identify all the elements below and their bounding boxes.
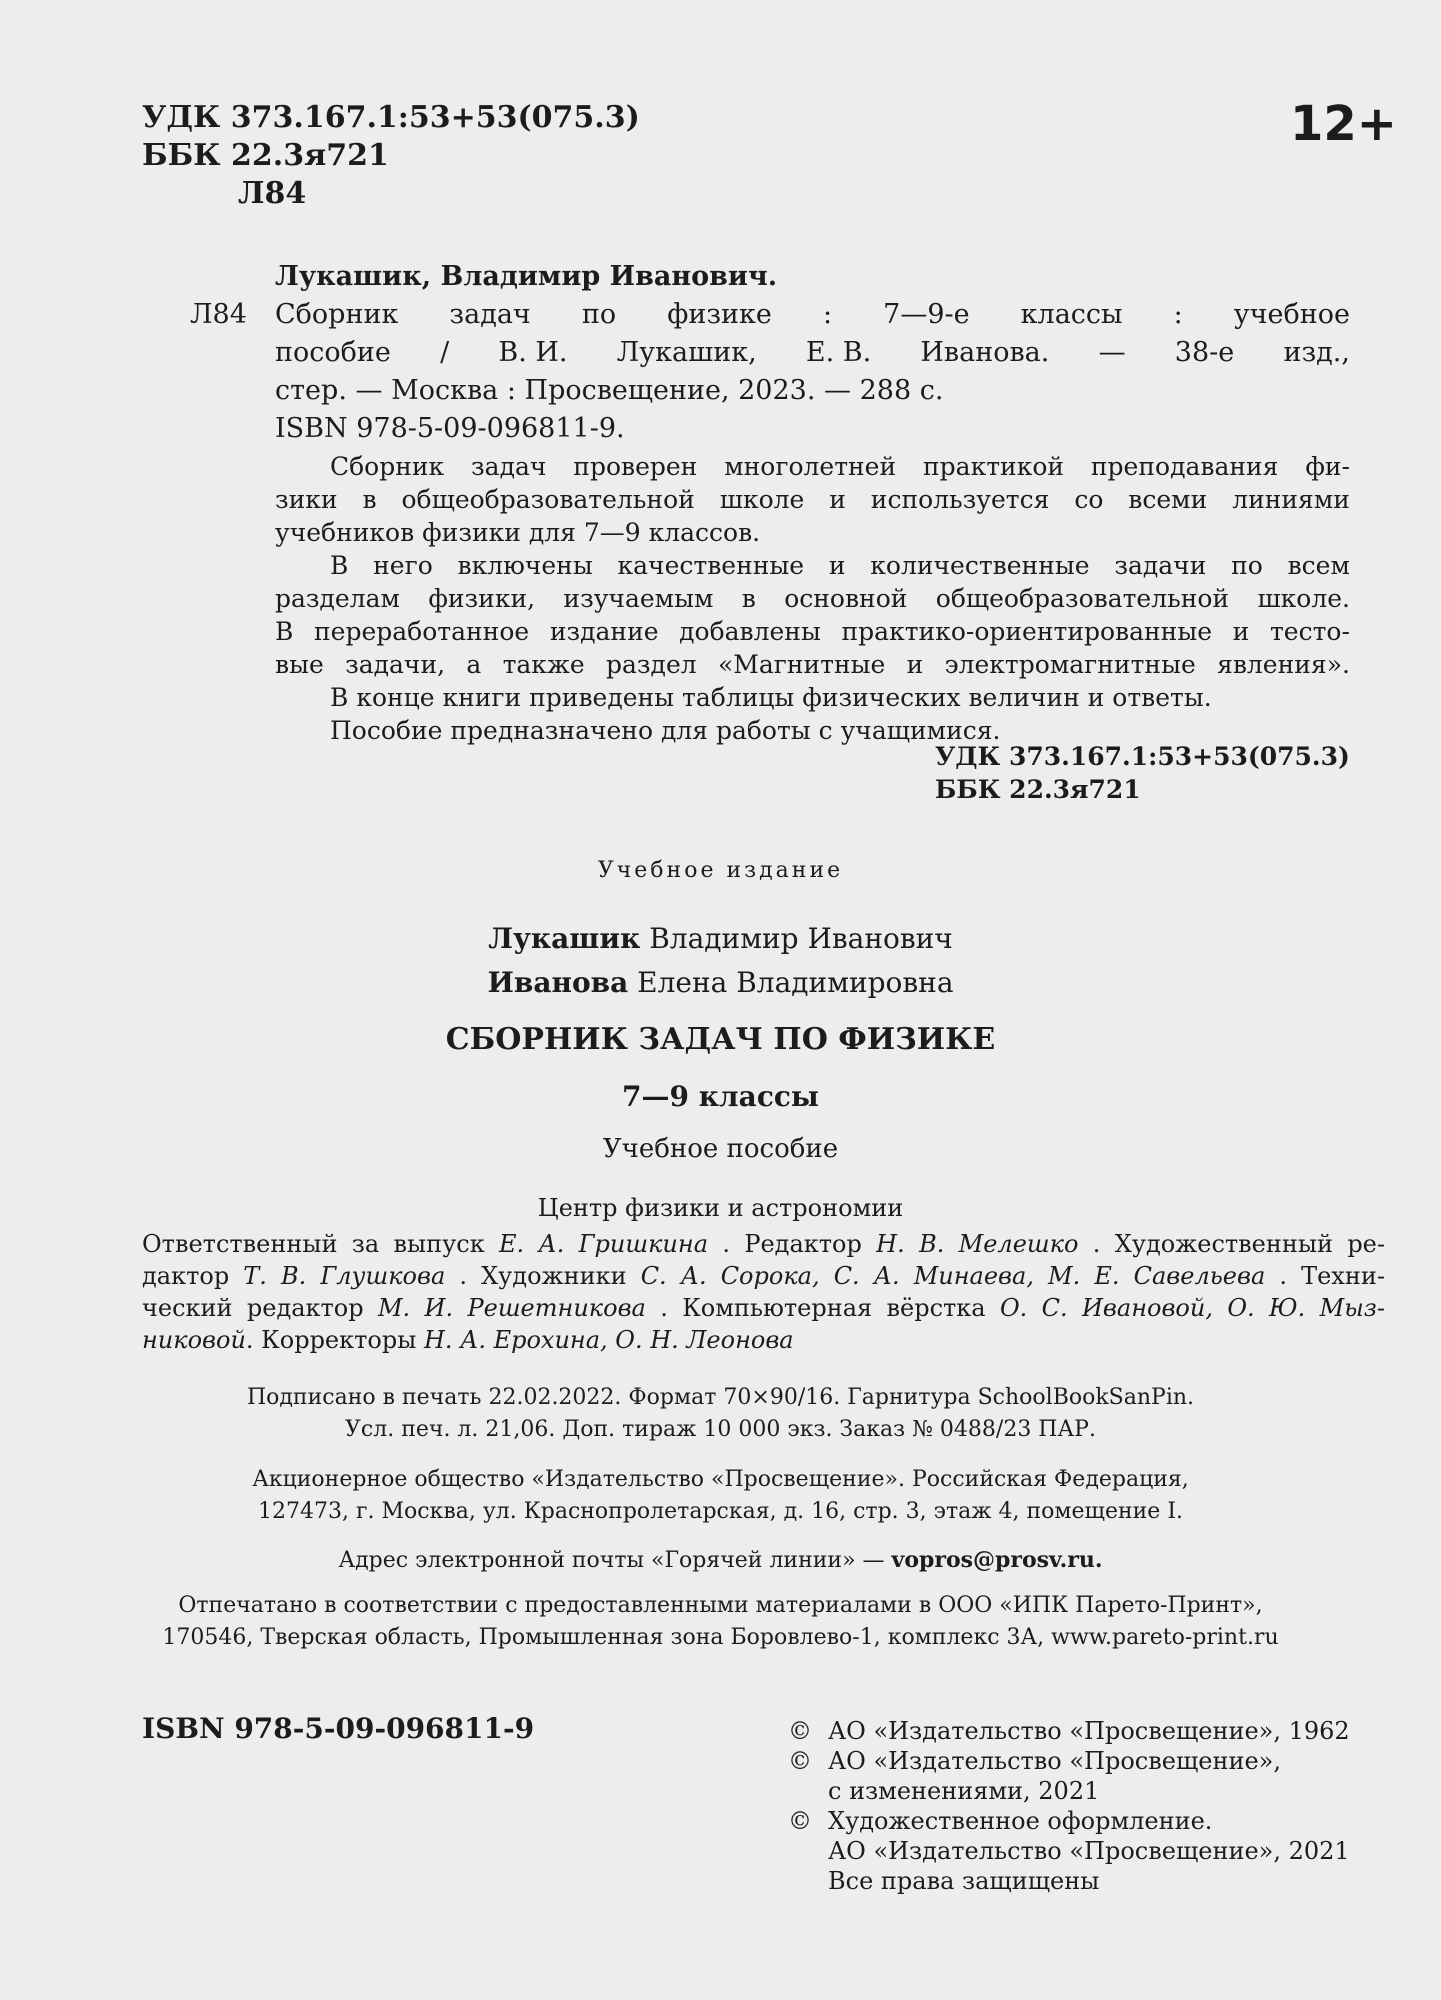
- credit-word: Техни-: [1301, 1262, 1385, 1290]
- hotline-email: [0, 1544, 1441, 1577]
- credit-word: дактор: [142, 1262, 230, 1290]
- annotation-line: [275, 450, 1350, 483]
- word: физики,: [428, 584, 536, 613]
- word: изд.,: [1283, 337, 1350, 368]
- annotation-line: В конце книги приведены таблицы физических величин и ответы.: [330, 683, 1212, 712]
- credit-word: Сорока,: [720, 1262, 820, 1290]
- credit-word: вёрстка: [886, 1294, 986, 1322]
- word: в: [741, 584, 756, 613]
- credit-word: И.: [424, 1294, 454, 1322]
- credit-word: Минаева,: [913, 1262, 1034, 1290]
- credit-word: Ю.: [1269, 1294, 1306, 1322]
- card-line-3: стер. — Москва : Просвещение, 2023. — 288 с.: [275, 375, 944, 406]
- word: вые: [275, 650, 324, 679]
- word: В. И.: [498, 337, 568, 368]
- word: качественные: [617, 551, 805, 580]
- copyright-1: © АО «Издательство «Просвещение», 1962: [788, 1717, 1350, 1745]
- word: В: [330, 551, 349, 580]
- credit-word: С.: [833, 1262, 860, 1290]
- credit-word: Н.: [876, 1230, 905, 1258]
- copyright-symbol: ©: [788, 1717, 812, 1745]
- hotline-email-label: Адрес электронной почты «Горячей линии» —: [338, 1548, 892, 1573]
- credit-word: Мелешко: [958, 1230, 1079, 1258]
- annotation: [275, 450, 1350, 747]
- footer-isbn: ISBN 978-5-09-096811-9: [142, 1712, 535, 1745]
- credit-word: редактор: [246, 1294, 364, 1322]
- credit-word: Т.: [243, 1262, 267, 1290]
- annotation-udk: УДК 373.167.1:53+53(075.3): [935, 742, 1350, 771]
- word: многолетней: [724, 452, 897, 481]
- word: и: [1232, 617, 1250, 646]
- copyright-3: © Художественное оформление.: [788, 1807, 1213, 1835]
- annotation-line: учебников физики для 7—9 классов.: [275, 518, 761, 547]
- word: изучаемым: [563, 584, 714, 613]
- card-line-1: [275, 296, 1350, 334]
- credit-word: М.: [377, 1294, 411, 1322]
- word: тесто-: [1269, 617, 1350, 646]
- age-rating: 12+: [1290, 96, 1398, 152]
- publishing-center: Центр физики и астрономии: [537, 1194, 904, 1222]
- word: явления».: [1217, 650, 1350, 679]
- word: и: [829, 485, 846, 514]
- author-2-name: Елена Владимировна: [628, 966, 954, 999]
- word: добавлены: [679, 617, 821, 646]
- word: Сборник: [330, 452, 445, 481]
- credit-word: .: [722, 1230, 730, 1258]
- copyright-3-rights: Все права защищены: [828, 1867, 1100, 1895]
- credits: [142, 1228, 1385, 1356]
- annotation-line: [275, 582, 1350, 615]
- bbk-code: ББК 22.3я721: [142, 138, 389, 173]
- credit-word: В.: [281, 1262, 307, 1290]
- word: :: [1173, 299, 1183, 330]
- credits-line: [142, 1228, 1385, 1260]
- word: используется: [870, 485, 1050, 514]
- word: количественные: [870, 551, 1090, 580]
- word: электромагнитные: [944, 650, 1196, 679]
- credits-line: [142, 1324, 1385, 1356]
- credit-word: С.: [1041, 1294, 1068, 1322]
- publisher-name: Акционерное общество «Издательство «Просвещение». Российская Федерация,: [252, 1467, 1189, 1492]
- author-1: [0, 922, 1441, 955]
- credit-word: С.: [640, 1262, 667, 1290]
- credit-word: О.: [1227, 1294, 1255, 1322]
- annotation-line: Пособие предназначено для работы с учащимися.: [330, 716, 1001, 745]
- credit-word: .: [1279, 1262, 1287, 1290]
- word: издание: [549, 617, 659, 646]
- book-title: СБОРНИК ЗАДАЧ ПО ФИЗИКЕ: [445, 1022, 996, 1057]
- credit-word: А.: [680, 1262, 707, 1290]
- word: фи-: [1305, 452, 1350, 481]
- credit-word: Глушкова: [320, 1262, 446, 1290]
- credit-word: Гришкина: [578, 1230, 709, 1258]
- word: В: [275, 617, 294, 646]
- annotation-line: [275, 615, 1350, 648]
- card-author-mark: Л84: [190, 299, 247, 330]
- word: 7—9-е: [883, 299, 970, 330]
- word: Сборник: [275, 299, 399, 330]
- credits-line: [142, 1292, 1385, 1324]
- credit-word: Художники: [481, 1262, 627, 1290]
- credit-word: Е.: [1094, 1262, 1120, 1290]
- card-author: Лукашик, Владимир Иванович.: [275, 261, 778, 292]
- word: проверен: [573, 452, 698, 481]
- credit-word: .: [660, 1294, 668, 1322]
- word: также: [502, 650, 585, 679]
- credit-word: А.: [873, 1262, 900, 1290]
- author-mark: Л84: [238, 176, 307, 211]
- credit-segment: . Корректоры: [245, 1326, 424, 1354]
- word: зики: [275, 485, 338, 514]
- annotation-bbk: ББК 22.3я721: [935, 775, 1141, 804]
- credit-word: Художественный: [1114, 1230, 1333, 1258]
- signed-to-print: Подписано в печать 22.02.2022. Формат 70×90/16. Гарнитура SchoolBookSanPin.: [246, 1385, 1195, 1410]
- credits-line: [142, 1260, 1385, 1292]
- card-description: [275, 296, 1350, 448]
- copyright-symbol: ©: [788, 1807, 812, 1835]
- printer-address: 170546, Тверская область, Промышленная зона Боровлево-1, комплекс 3А, www.pareto-print.ru: [162, 1625, 1279, 1650]
- word: физике: [667, 299, 772, 330]
- credit-word: Ответственный: [142, 1230, 338, 1258]
- word: раздел: [606, 650, 697, 679]
- credit-word: .: [1092, 1230, 1101, 1258]
- author-2-surname: Иванова: [487, 966, 629, 999]
- word: классы: [1020, 299, 1123, 330]
- card-line-2: [275, 334, 1350, 372]
- word: общеобразовательной: [935, 584, 1230, 613]
- word: и: [906, 650, 924, 679]
- word: преподавания: [1090, 452, 1279, 481]
- annotation-line: [275, 648, 1350, 681]
- credit-segment: Н. А. Ерохина, О. Н. Леонова: [423, 1326, 794, 1354]
- word: Лукашик,: [616, 337, 757, 368]
- copyright-2-cont: с изменениями, 2021: [828, 1777, 1100, 1805]
- word: /: [440, 337, 450, 368]
- credit-word: Е.: [499, 1230, 525, 1258]
- word: общеобразовательной: [401, 485, 695, 514]
- word: учебное: [1233, 299, 1350, 330]
- word: практикой: [923, 452, 1065, 481]
- credit-word: Решетникова: [467, 1294, 646, 1322]
- book-type: Учебное пособие: [602, 1134, 839, 1164]
- author-1-surname: Лукашик: [488, 922, 641, 955]
- publisher-address: 127473, г. Москва, ул. Краснопролетарская, д. 16, стр. 3, этаж 4, помещение I.: [258, 1499, 1183, 1524]
- author-2: [0, 966, 1441, 999]
- credit-word: Мыз-: [1319, 1294, 1385, 1322]
- word: всеми: [1128, 485, 1208, 514]
- credit-segment: никовой: [142, 1326, 246, 1354]
- word: 38-е: [1174, 337, 1235, 368]
- word: линиями: [1232, 485, 1350, 514]
- word: разделам: [275, 584, 400, 613]
- word: :: [822, 299, 833, 330]
- credit-word: Савельева: [1133, 1262, 1266, 1290]
- copyright-3-cont: АО «Издательство «Просвещение», 2021: [828, 1837, 1350, 1865]
- credit-word: В.: [919, 1230, 945, 1258]
- credit-word: М.: [1048, 1262, 1081, 1290]
- book-grades: 7—9 классы: [622, 1080, 819, 1113]
- word: по: [1231, 551, 1263, 580]
- credit-word: О.: [999, 1294, 1028, 1322]
- word: «Магнитные: [717, 650, 886, 679]
- word: задачи,: [345, 650, 446, 679]
- word: переработанное: [314, 617, 530, 646]
- author-1-name: Владимир Иванович: [640, 922, 953, 955]
- word: Иванова.: [920, 337, 1050, 368]
- annotation-line: [275, 549, 1350, 582]
- credit-word: А.: [538, 1230, 565, 1258]
- word: задач: [449, 299, 531, 330]
- word: со: [1074, 485, 1104, 514]
- word: школе: [719, 485, 805, 514]
- credit-word: .: [459, 1262, 467, 1290]
- credit-word: Ивановой,: [1082, 1294, 1213, 1322]
- copyright-block: [788, 1716, 1350, 1896]
- word: пособие: [275, 337, 391, 368]
- word: включены: [457, 551, 593, 580]
- word: а: [466, 650, 482, 679]
- credit-word: ре-: [1347, 1230, 1385, 1258]
- annotation-line: [275, 483, 1350, 516]
- word: в: [362, 485, 377, 514]
- word: задачи: [1114, 551, 1207, 580]
- word: и: [828, 551, 846, 580]
- credit-word: Компьютерная: [682, 1294, 873, 1322]
- word: практико-ориентированные: [841, 617, 1213, 646]
- printer-name: Отпечатано в соответствии с предоставленными материалами в ООО «ИПК Парето-Принт»,: [178, 1593, 1263, 1618]
- card-isbn: ISBN 978-5-09-096811-9.: [275, 413, 625, 444]
- word: Е. В.: [805, 337, 872, 368]
- word: него: [373, 551, 433, 580]
- word: —: [1098, 337, 1126, 368]
- credit-word: Редактор: [744, 1230, 862, 1258]
- word: по: [581, 299, 617, 330]
- hotline-email-address: vopros@prosv.ru.: [891, 1547, 1103, 1573]
- udk-code: УДК 373.167.1:53+53(075.3): [142, 100, 640, 135]
- word: основной: [784, 584, 908, 613]
- copyright-2: © АО «Издательство «Просвещение»,: [788, 1747, 1281, 1775]
- credit-word: за: [351, 1230, 380, 1258]
- credit-word: ческий: [142, 1294, 233, 1322]
- word: задач: [471, 452, 547, 481]
- credit-word: выпуск: [393, 1230, 485, 1258]
- word: всем: [1287, 551, 1350, 580]
- copyright-symbol: ©: [788, 1747, 812, 1775]
- edition-type: Учебное издание: [597, 858, 844, 883]
- print-specs: Усл. печ. л. 21,06. Доп. тираж 10 000 экз. Заказ № 0488/23 ПАР.: [345, 1417, 1096, 1442]
- word: школе.: [1257, 584, 1350, 613]
